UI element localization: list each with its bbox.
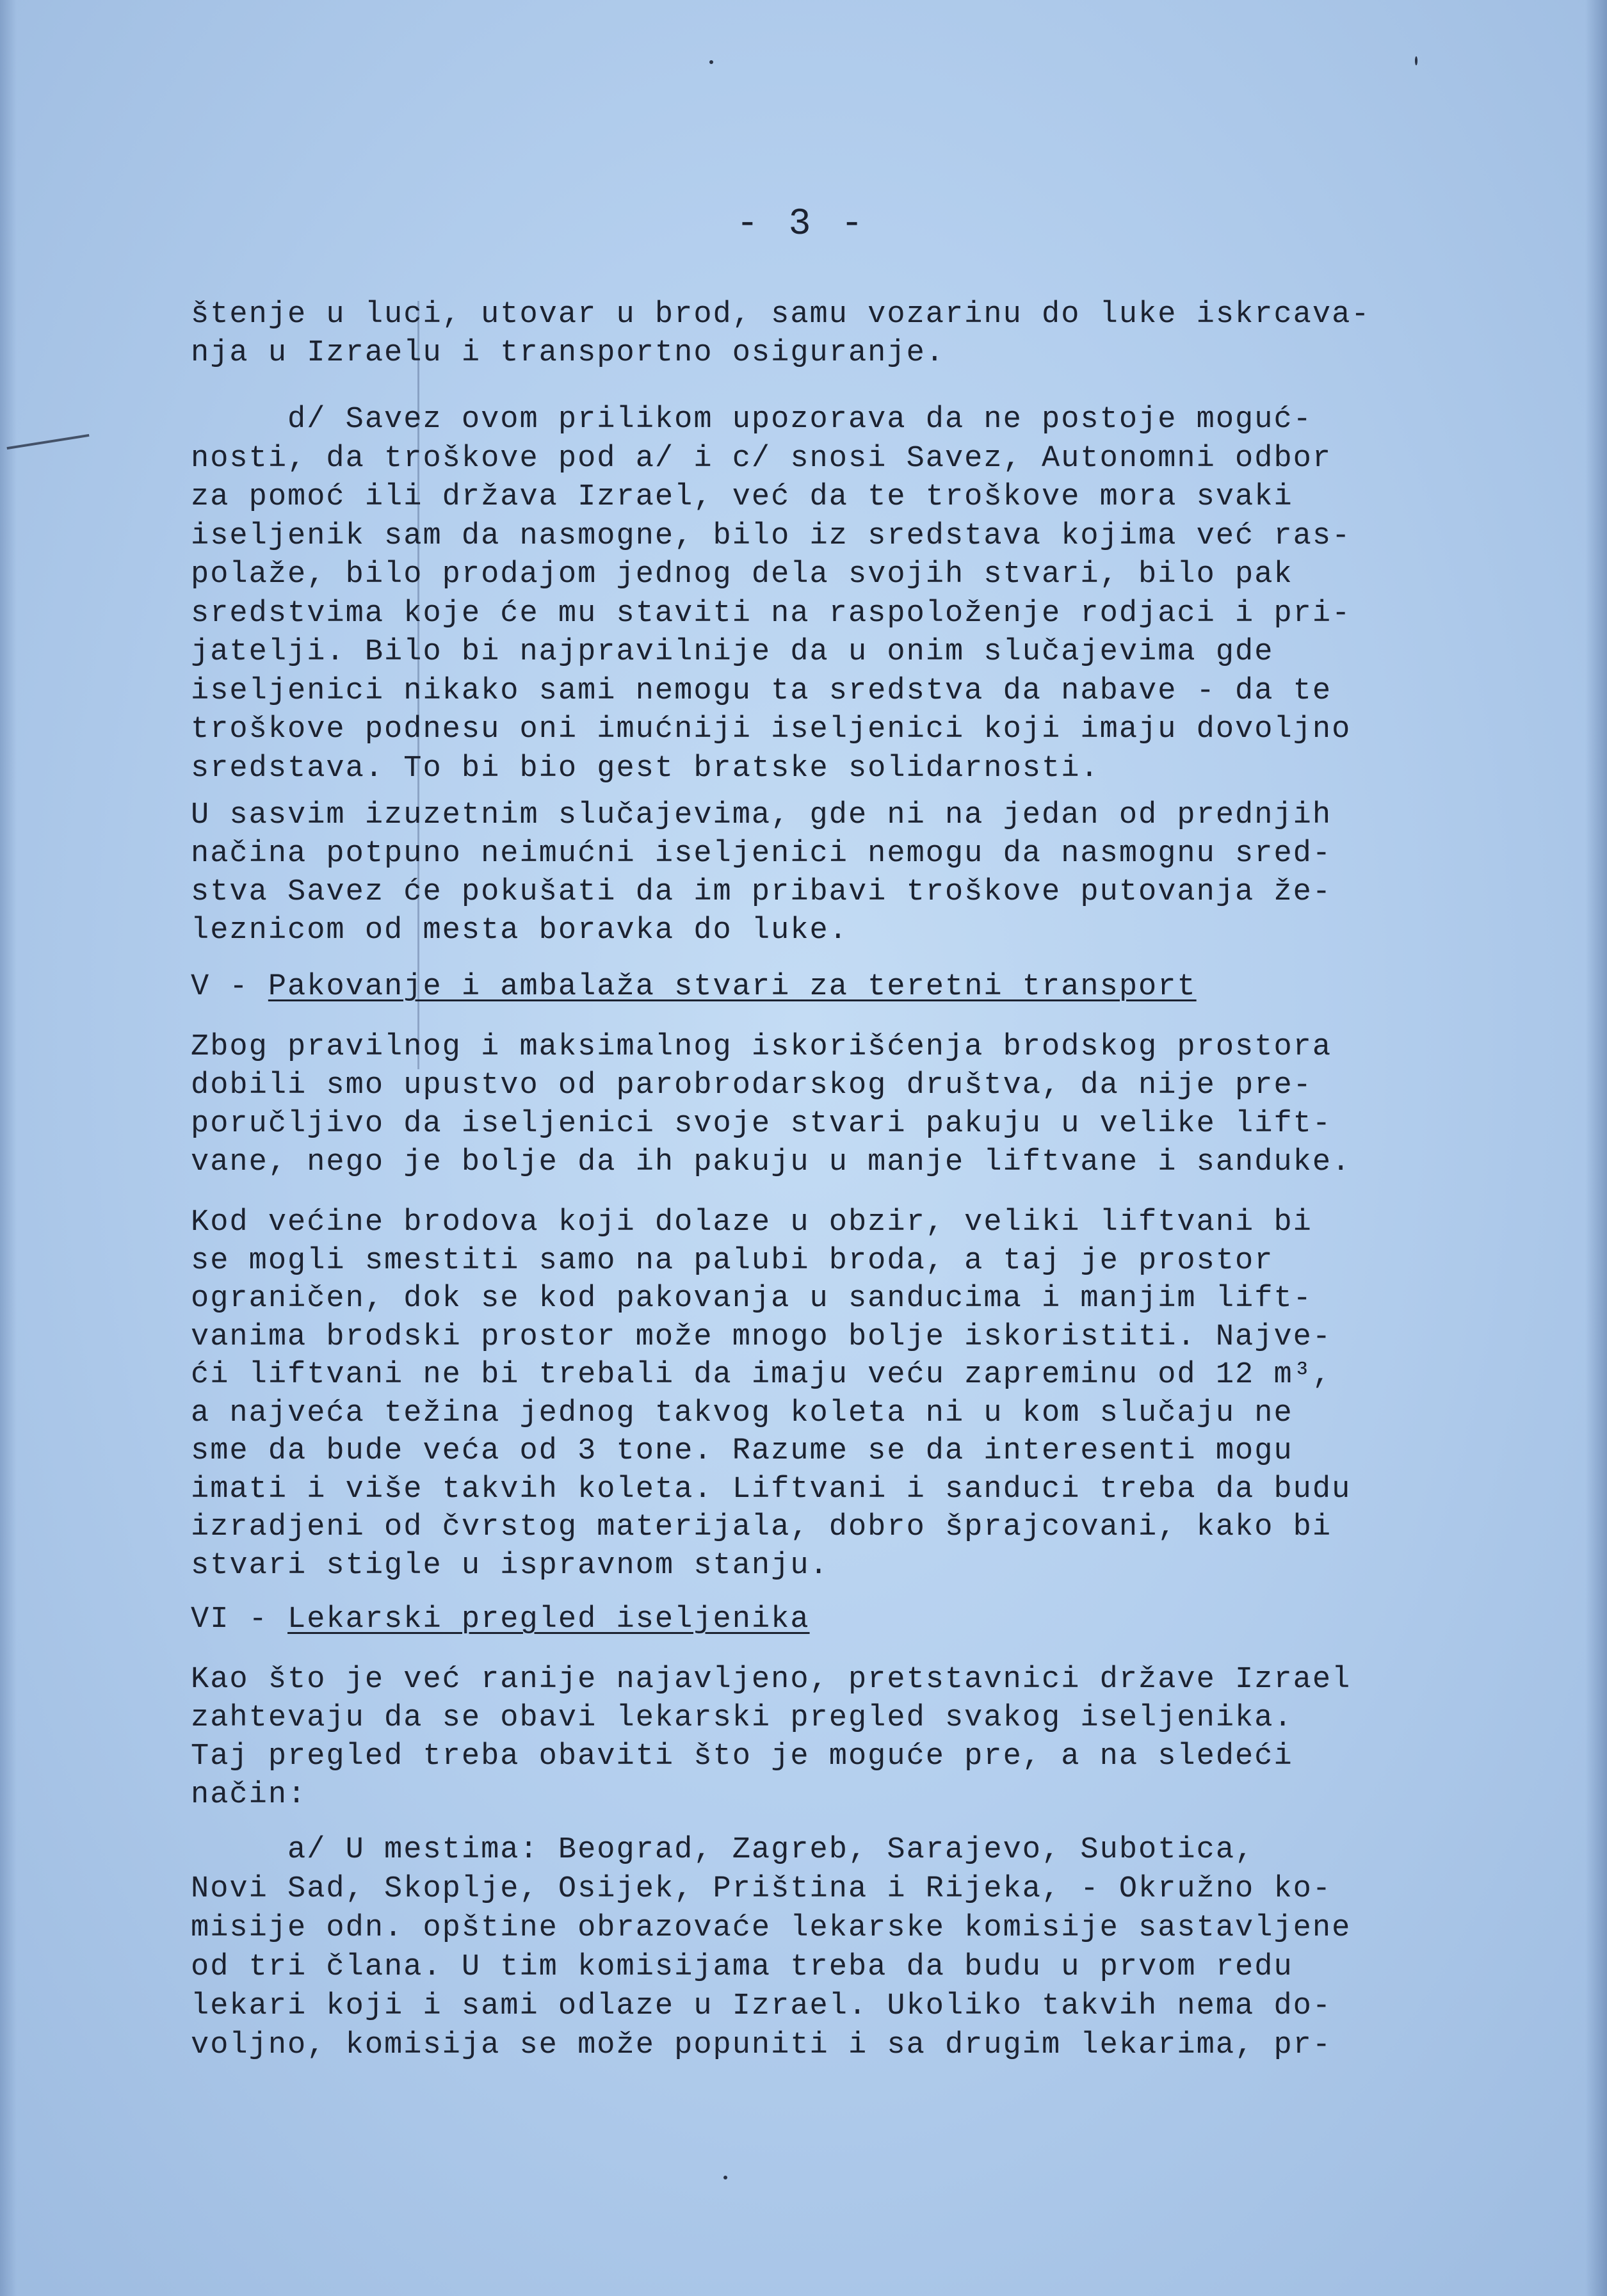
speck [1415,56,1417,65]
text-line: stva Savez će pokušati da im pribavi troškove putovanja že- [191,875,1332,909]
text-line: ći liftvani ne bi trebali da imaju veću zapreminu od 12 m³, [191,1358,1332,1392]
text-line: načina potpuno neimućni iseljenici nemogu da nasmognu sred- [191,837,1332,871]
text-line: polaže, bilo prodajom jednog dela svojih stvari, bilo pak [191,558,1293,592]
section-title: Pakovanje i ambalaža stvari za teretni transport [268,970,1197,1004]
text-line: Novi Sad, Skoplje, Osijek, Priština i Rijeka, - Okružno ko- [191,1872,1332,1906]
text-line: imati i više takvih koleta. Liftvani i sanduci treba da budu [191,1472,1352,1507]
text-line: način: [191,1778,307,1812]
text-line: nja u Izraelu i transportno osiguranje. [191,336,945,370]
text-line: poručljivo da iseljenici svoje stvari pakuju u velike lift- [191,1107,1332,1141]
section-title: Lekarski pregled iseljenika [287,1603,810,1637]
text-line: nosti, da troškove pod a/ i c/ snosi Savez, Autonomni odbor [191,441,1332,476]
text-line: ograničen, dok se kod pakovanja u sanducima i manjim lift- [191,1282,1312,1316]
text-line: sredstvima koje će mu staviti na raspoloženje rodjaci i pri- [191,596,1352,631]
text-line: misije odn. opštine obrazovaće lekarske komisije sastavljene [191,1911,1352,1945]
text-line: štenje u luci, utovar u brod, samu vozarinu do luke iskrcava- [191,298,1371,332]
text-line: U sasvim izuzetnim slučajevima, gde ni na jedan od prednjih [191,798,1332,832]
text-line: iseljenik sam da nasmogne, bilo iz sredstava kojima već ras- [191,519,1352,553]
text-line: Kod većine brodova koji dolaze u obzir, veliki liftvani bi [191,1206,1312,1240]
text-line: vanima brodski prostor može mnogo bolje iskoristiti. Najve- [191,1320,1332,1354]
text-line: vane, nego je bolje da ih pakuju u manje liftvane i sanduke. [191,1145,1352,1179]
speck [709,60,713,64]
text-line: Kao što je već ranije najavljeno, pretstavnici države Izrael [191,1663,1352,1697]
text-line: zahtevaju da se obavi lekarski pregled svakog iseljenika. [191,1701,1293,1735]
text-line: a najveća težina jednog takvog koleta ni u kom slučaju ne [191,1396,1293,1430]
section-number: VI - [191,1603,288,1637]
text-line: izradjeni od čvrstog materijala, dobro šprajcovani, kako bi [191,1510,1332,1544]
text-line: Zbog pravilnog i maksimalnog iskorišćenja brodskog prostora [191,1030,1332,1064]
text-line: a/ U mestima: Beograd, Zagreb, Sarajevo, Subotica, [191,1833,1255,1867]
page-number: - 3 - [736,204,868,245]
text-line: d/ Savez ovom prilikom upozorava da ne postoje moguć- [191,403,1312,437]
text-line: voljno, komisija se može popuniti i sa drugim lekarima, pr- [191,2028,1332,2062]
text-line: stvari stigle u ispravnom stanju. [191,1548,829,1583]
page-edge-right [1585,0,1607,2296]
text-line: iseljenici nikako sami nemogu ta sredstva da nabave - da te [191,674,1332,708]
text-line: leznicom od mesta boravka do luke. [191,914,848,948]
margin-pen-mark [6,434,89,449]
text-line: jatelji. Bilo bi najpravilnije da u onim slučajevima gde [191,635,1274,669]
text-line: lekari koji i sami odlaze u Izrael. Ukoliko takvih nema do- [191,1989,1332,2023]
text-line: sme da bude veća od 3 tone. Razume se da interesenti mogu [191,1434,1293,1468]
text-line: sredstava. To bi bio gest bratske solidarnosti. [191,751,1100,786]
text-line: od tri člana. U tim komisijama treba da budu u prvom redu [191,1950,1293,1984]
speck [723,2176,727,2179]
text-line: Taj pregled treba obaviti što je moguće pre, a na sledeći [191,1740,1293,1774]
section-heading-v [191,968,1197,1007]
section-heading-vi [191,1601,810,1639]
page-edge-left [0,0,17,2296]
text-line: dobili smo upustvo od parobrodarskog društva, da nije pre- [191,1069,1312,1103]
text-line: za pomoć ili država Izrael, već da te troškove mora svaki [191,480,1293,514]
text-line: troškove podnesu oni imućniji iseljenici koji imaju dovoljno [191,713,1352,747]
section-number: V - [191,970,268,1004]
text-line: se mogli smestiti samo na palubi broda, a taj je prostor [191,1243,1274,1278]
